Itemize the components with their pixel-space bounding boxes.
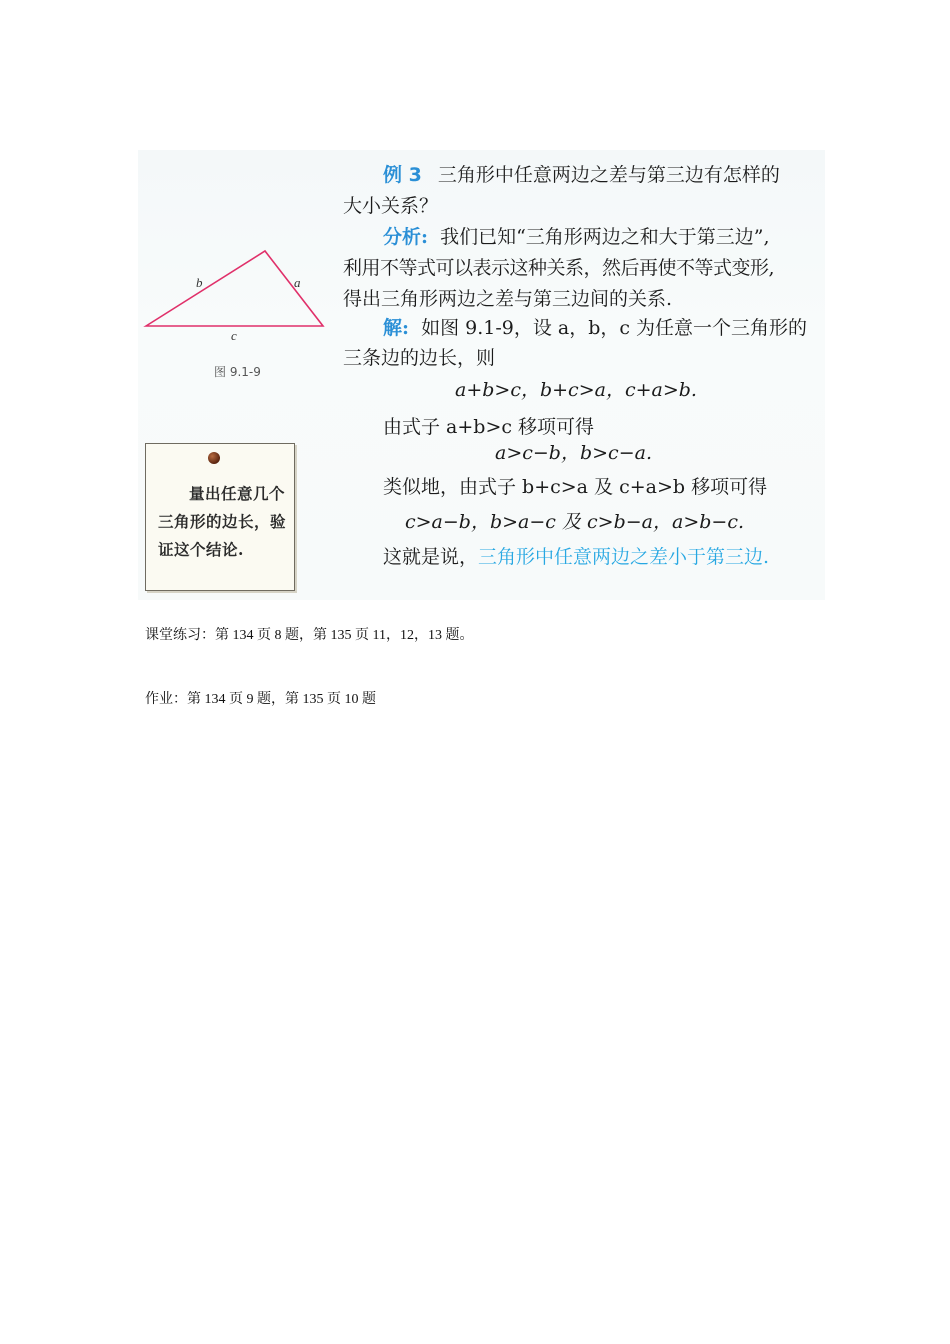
figure-caption: 图 9.1-9 [214, 365, 261, 379]
example-question-line2: 大小关系？ [343, 195, 439, 217]
conclusion-highlight: 三角形中任意两边之差小于第三边. [478, 546, 770, 568]
solution-line2: 三条边的边长，则 [343, 347, 496, 369]
note-text: 量出任意几个三角形的边长，验证这个结论. [158, 484, 287, 559]
side-a-label: a [294, 275, 301, 290]
solution-line3: 由式子 a+b>c 移项可得 [383, 416, 595, 438]
solution-line4: 类似地，由式子 b+c>a 及 c+a>b 移项可得 [383, 476, 768, 498]
homework: 作业：第 134 页 9 题，第 135 页 10 题 [145, 692, 376, 707]
side-b-label: b [196, 275, 203, 290]
pushpin-icon [208, 452, 220, 464]
equation-1: a+b>c，b+c>a，c+a>b. [455, 379, 697, 401]
side-c-label: c [231, 328, 237, 343]
triangle-figure [138, 150, 338, 350]
analysis-line1: 我们已知“三角形两边之和大于第三边”, [440, 226, 770, 248]
equation-3: c>a−b，b>a−c 及 c>b−a，a>b−c. [405, 511, 745, 533]
solution-line1: 如图 9.1-9，设 a，b，c 为任意一个三角形的 [421, 317, 808, 339]
class-exercise: 课堂练习：第 134 页 8 题，第 135 页 11，12，13 题。 [145, 628, 474, 643]
example-question-line1: 三角形中任意两边之差与第三边有怎样的 [437, 164, 780, 186]
sticky-note [145, 443, 295, 591]
conclusion-prefix: 这就是说， [383, 546, 479, 568]
equation-2: a>c−b，b>c−a. [495, 442, 652, 464]
example-label: 例 3 [383, 164, 422, 186]
analysis-line3: 得出三角形两边之差与第三边间的关系. [343, 288, 673, 310]
analysis-label: 分析: [383, 226, 429, 248]
textbook-scan [138, 150, 825, 600]
solution-label: 解: [383, 317, 410, 339]
analysis-line2: 利用不等式可以表示这种关系，然后再使不等式变形, [343, 257, 775, 279]
